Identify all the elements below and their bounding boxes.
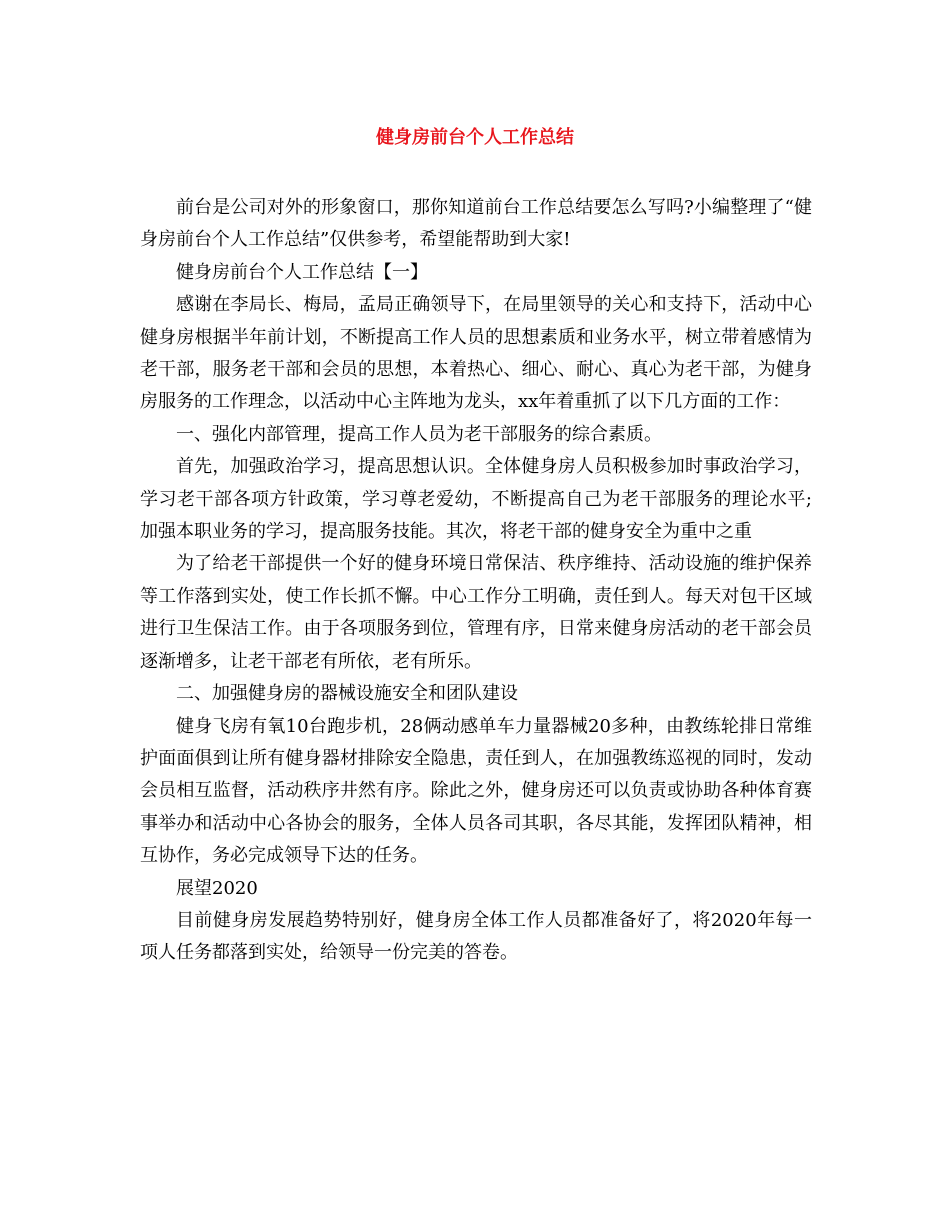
paragraph-section-heading: 健身房前台个人工作总结【一】	[176, 261, 428, 283]
paragraph-study: 首先，加强政治学习，提高思想认识。全体健身房人员积极参加时事政治学习，学习老干部各项方针政策，学习尊老爱幼，不断提高自己为老干部服务的理论水平;加强本职业务的学习，提高服务技能。其次，将老干部的健身安全为重中之重	[140, 456, 812, 543]
paragraph-thanks: 感谢在李局长、梅局，孟局正确领导下，在局里领导的关心和支持下，活动中心健身房根据半年前计划，不断提高工作人员的思想素质和业务水平，树立带着感情为老干部，服务老干部和会员的思想，本着热心、细心、耐心、真心为老干部，为健身房服务的工作理念，以活动中心主阵地为龙头，xx年着重抓了以下几方面的工作：	[140, 294, 812, 413]
paragraph-environment: 为了给老干部提供一个好的健身环境日常保洁、秩序维持、活动设施的维护保养等工作落到实处，使工作长抓不懈。中心工作分工明确，责任到人。每天对包干区域进行卫生保洁工作。由于各项服务到位，管理有序，日常来健身房活动的老干部会员逐渐增多，让老干部老有所依，老有所乐。	[140, 553, 812, 672]
paragraph-point-two: 二、加强健身房的器械设施安全和团队建设	[176, 683, 518, 705]
paragraph-equipment: 健身飞房有氧10台跑步机，28俩动感单车力量器械20多种，由教练轮排日常维护面面俱到让所有健身器材排除安全隐患，责任到人，在加强教练巡视的同时，发动会员相互监督，活动秩序井然有序。除此之外，健身房还可以负责或协助各种体育赛事举办和活动中心各协会的服务，全体人员各司其职，各尽其能，发挥团队精神，相互协作，务必完成领导下达的任务。	[140, 715, 812, 867]
paragraph-point-one: 一、强化内部管理，提高工作人员为老干部服务的综合素质。	[176, 423, 662, 445]
paragraph-outlook-heading: 展望2020	[176, 877, 258, 899]
paragraph-outlook: 目前健身房发展趋势特别好，健身房全体工作人员都准备好了，将2020年每一项人任务都落到实处，给领导一份完美的答卷。	[140, 909, 812, 964]
document-title: 健身房前台个人工作总结	[376, 127, 574, 148]
paragraph-intro: 前台是公司对外的形象窗口，那你知道前台工作总结要怎么写吗?小编整理了“健身房前台个人工作总结”仅供参考，希望能帮助到大家!	[140, 197, 812, 251]
document-body	[140, 192, 812, 970]
